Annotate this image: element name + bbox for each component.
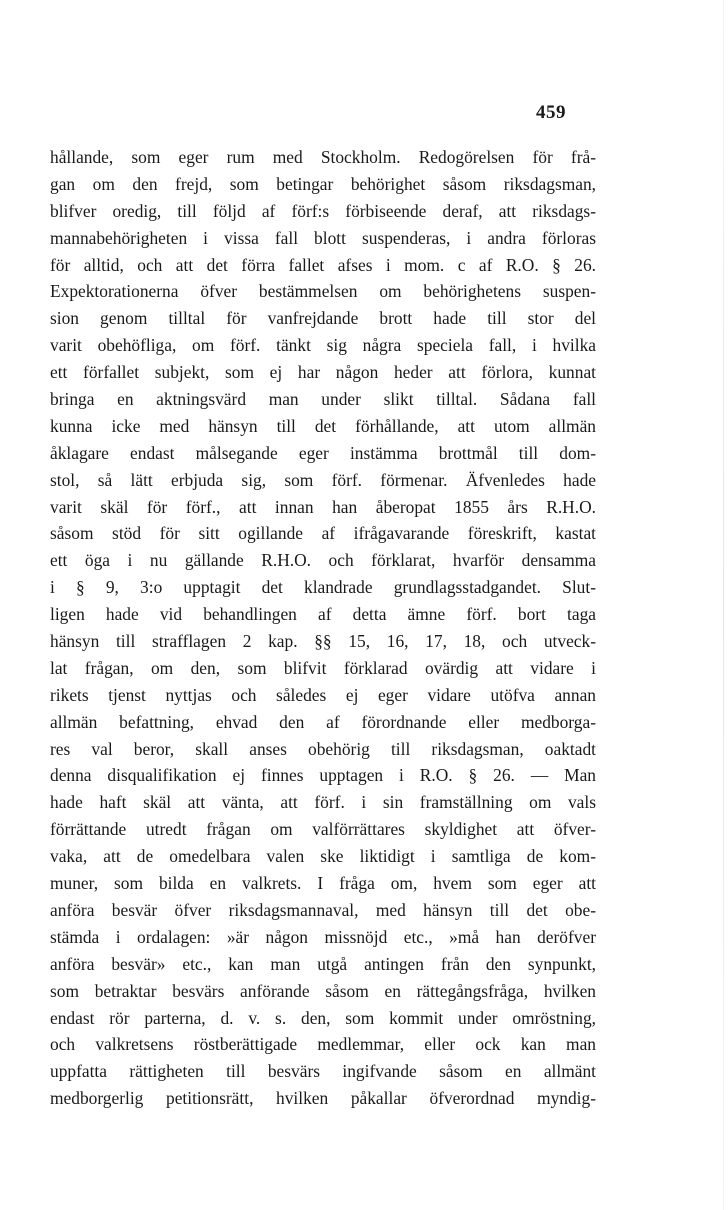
text-line: gan om den frejd, som betingar behörighet såsom riksdagsman, [50, 173, 596, 194]
text-line: muner, som bilda en valkrets. I fråga om, hvem som eger att [50, 873, 596, 894]
body-text [50, 144, 596, 1112]
text-line: anföra besvär» etc., kan man utgå antingen från den synpunkt, [50, 953, 596, 974]
text-line: hållande, som eger rum med Stockholm. Redogörelsen för frå- [50, 147, 596, 167]
text-line: hänsyn till strafflagen 2 kap. §§ 15, 16, 17, 18, och utveck- [50, 631, 596, 652]
text-line: kunna icke med hänsyn till det förhållande, att utom allmän [50, 415, 596, 436]
text-line: ligen hade vid behandlingen af detta ämne förf. bort taga [50, 604, 596, 625]
text-line: hade haft skäl att vänta, att förf. i sin framställning om vals [50, 792, 596, 813]
text-line: bringa en aktningsvärd man under slikt tilltal. Sådana fall [50, 389, 596, 410]
text-line: varit skäl för förf., att innan han åberopat 1855 års R.H.O. [50, 496, 596, 517]
text-line: stämda i ordalagen: »är någon missnöjd etc., »må han deröfver [50, 926, 596, 947]
text-line: ett förfallet subjekt, som ej har någon heder att förlora, kunnat [50, 362, 596, 383]
text-line: lat frågan, om den, som blifvit förklarad ovärdig att vidare i [50, 657, 596, 678]
page-number: 459 [536, 102, 566, 123]
text-line: rikets tjenst nyttjas och således ej eger vidare utöfva annan [50, 684, 596, 705]
text-line: som betraktar besvärs anförande såsom en rättegångsfråga, hvilken [50, 980, 596, 1001]
text-line: och valkretsens röstberättigade medlemmar, eller ock kan man [50, 1034, 596, 1055]
text-line: Expektorationerna öfver bestämmelsen om behörighetens suspen- [50, 281, 596, 302]
text-line: såsom stöd för sitt ogillande af ifrågavarande föreskrift, kastat [50, 523, 596, 544]
page-edge-divider [723, 0, 724, 1210]
text-line: res val beror, skall anses obehörig till riksdagsman, oaktadt [50, 738, 596, 759]
text-line: uppfatta rättigheten till besvärs ingifvande såsom en allmänt [50, 1061, 596, 1082]
text-line: ett öga i nu gällande R.H.O. och förklarat, hvarför densamma [50, 550, 596, 571]
text-line: för alltid, och att det förra fallet afses i mom. c af R.O. § 26. [50, 254, 596, 275]
text-line: blifver oredig, till följd af förf:s förbiseende deraf, att riksdags- [50, 200, 596, 221]
text-line: sion genom tilltal för vanfrejdande brott hade till stor del [50, 308, 596, 329]
text-line: i § 9, 3:o upptagit det klandrade grundlagsstadgandet. Slut- [50, 577, 596, 598]
text-line: vaka, att de omedelbara valen ske liktidigt i samtliga de kom- [50, 846, 596, 867]
text-line: anföra besvär öfver riksdagsmannaval, med hänsyn till det obe- [50, 899, 596, 920]
text-line: förrättande utredt frågan om valförrättares skyldighet att öfver- [50, 819, 596, 840]
text-line: allmän befattning, ehvad den af förordnande eller medborga- [50, 711, 596, 732]
text-line: mannabehörigheten i vissa fall blott suspenderas, i andra förloras [50, 227, 596, 248]
text-line: denna disqualifikation ej finnes upptagen i R.O. § 26. — Man [50, 765, 596, 786]
text-line: medborgerlig petitionsrätt, hvilken påkallar öfverordnad myndig- [50, 1088, 596, 1109]
text-line: endast rör parterna, d. v. s. den, som kommit under omröstning, [50, 1007, 596, 1028]
text-line: stol, så lätt erbjuda sig, som förf. förmenar. Äfvenledes hade [50, 469, 596, 490]
text-line: varit obehöfliga, om förf. tänkt sig några speciela fall, i hvilka [50, 335, 596, 356]
text-line: åklagare endast målsegande eger instämma brottmål till dom- [50, 442, 596, 463]
